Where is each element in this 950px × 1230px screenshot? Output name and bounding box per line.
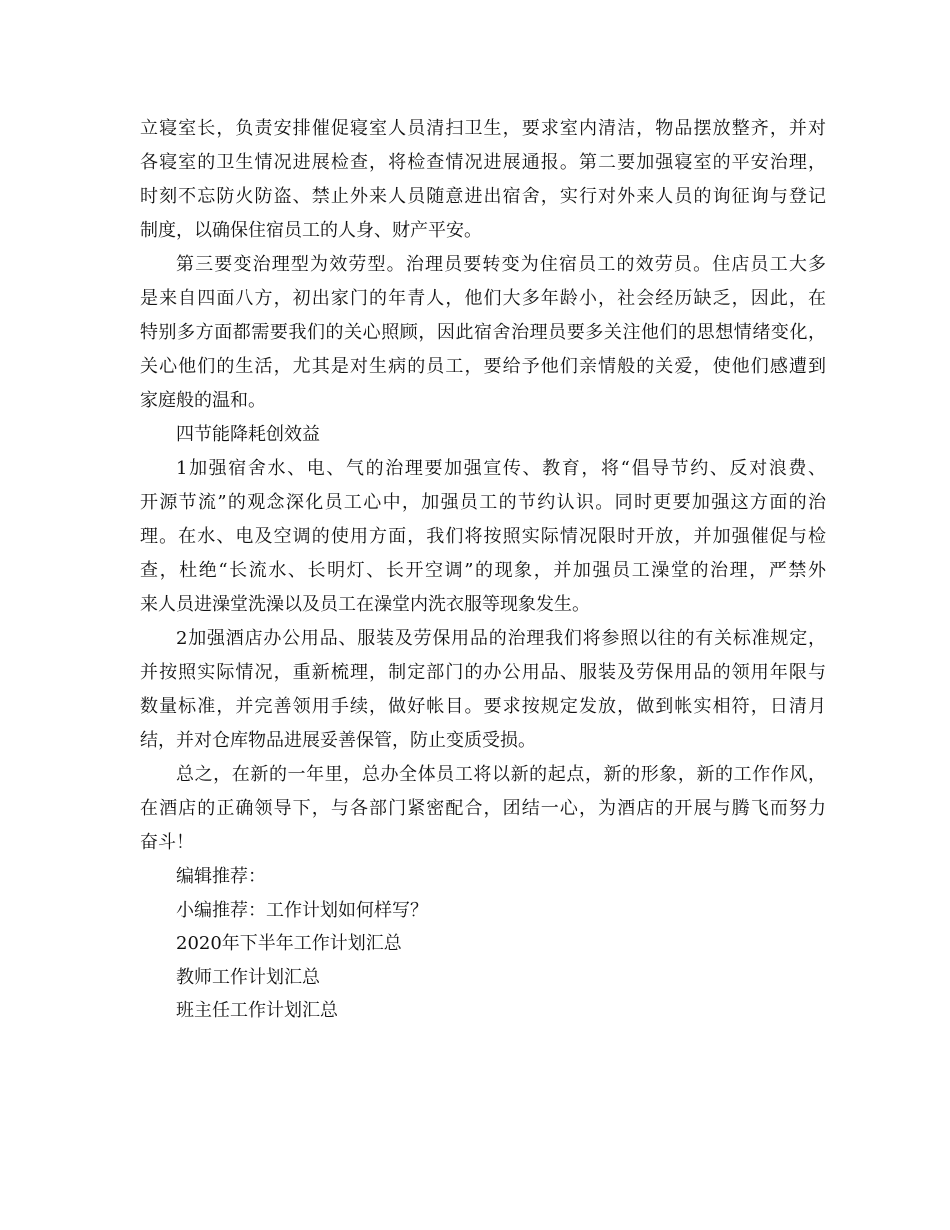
text-line: 是来自四面八方，初出家门的年青人，他们大多年龄小，社会经历缺乏，因此，在 — [140, 288, 826, 309]
paragraph-service-type — [140, 248, 826, 418]
recommend-link-teacher-plan[interactable]: 教师工作计划汇总 — [176, 966, 320, 988]
section-heading: 四节能降耗创效益 — [176, 424, 320, 445]
paragraph-conclusion — [140, 758, 826, 860]
document-page — [140, 112, 826, 1028]
text-line: 数量标准，并完善领用手续，做好帐目。要求按规定发放，做到帐实相符，日清月 — [140, 696, 826, 717]
text-line: 并按照实际情况，重新梳理，制定部门的办公用品、服装及劳保用品的领用年限与 — [140, 662, 826, 683]
recommend-link-head-teacher-plan[interactable]: 班主任工作计划汇总 — [176, 1000, 338, 1022]
text-line: 开源节流”的观念深化员工心中，加强员工的节约认识。同时更要加强这方面的治 — [140, 492, 826, 513]
paragraph-dormitory-safety — [140, 112, 826, 248]
text-line: 查，杜绝“长流水、长明灯、长开空调”的现象，并加强员工澡堂的治理，严禁外 — [140, 560, 826, 581]
text-line: 2加强酒店办公用品、服装及劳保用品的治理我们将参照以往的有关标准规定， — [176, 628, 826, 649]
text-line: 第三要变治理型为效劳型。治理员要转变为住宿员工的效劳员。住店员工大多 — [176, 254, 826, 275]
text-line: 在酒店的正确领导下，与各部门紧密配合，团结一心，为酒店的开展与腾飞而努力 — [140, 798, 826, 819]
recommend-heading: 编辑推荐： — [176, 866, 266, 887]
text-line: 来人员进澡堂洗澡以及员工在澡堂内洗衣服等现象发生。 — [140, 594, 590, 615]
paragraph-utilities — [140, 452, 826, 622]
paragraph-office-supplies — [140, 622, 826, 758]
text-line: 各寝室的卫生情况进展检查，将检查情况进展通报。第二要加强寝室的平安治理， — [140, 152, 826, 173]
text-line: 制度，以确保住宿员工的人身、财产平安。 — [140, 220, 482, 241]
text-line: 家庭般的温和。 — [140, 390, 266, 411]
text-line: 特别多方面都需要我们的关心照顾，因此宿舍治理员要多关注他们的思想情绪变化， — [140, 322, 826, 343]
text-line: 理。在水、电及空调的使用方面，我们将按照实际情况限时开放，并加强催促与检 — [140, 526, 826, 547]
text-line: 时刻不忘防火防盗、禁止外来人员随意进出宿舍，实行对外来人员的询征询与登记 — [140, 186, 826, 207]
section-heading-energy-saving — [140, 418, 826, 452]
text-line: 关心他们的生活，尤其是对生病的员工，要给予他们亲情般的关爱，使他们感遭到 — [140, 356, 826, 377]
text-line: 立寝室长，负责安排催促寝室人员清扫卫生，要求室内清洁，物品摆放整齐，并对 — [140, 118, 826, 139]
recommend-link-2020-plan[interactable]: 2020年下半年工作计划汇总 — [176, 933, 402, 955]
text-line: 1加强宿舍水、电、气的治理要加强宣传、教育，将“倡导节约、反对浪费、 — [176, 458, 826, 479]
text-line: 结，并对仓库物品进展妥善保管，防止变质受损。 — [140, 730, 536, 751]
recommend-section — [140, 860, 826, 1028]
text-line: 总之，在新的一年里，总办全体员工将以新的起点，新的形象，新的工作作风， — [176, 764, 826, 785]
recommend-link-how-to-write[interactable]: 小编推荐：工作计划如何样写？ — [176, 899, 428, 921]
text-line: 奋斗！ — [140, 832, 194, 853]
